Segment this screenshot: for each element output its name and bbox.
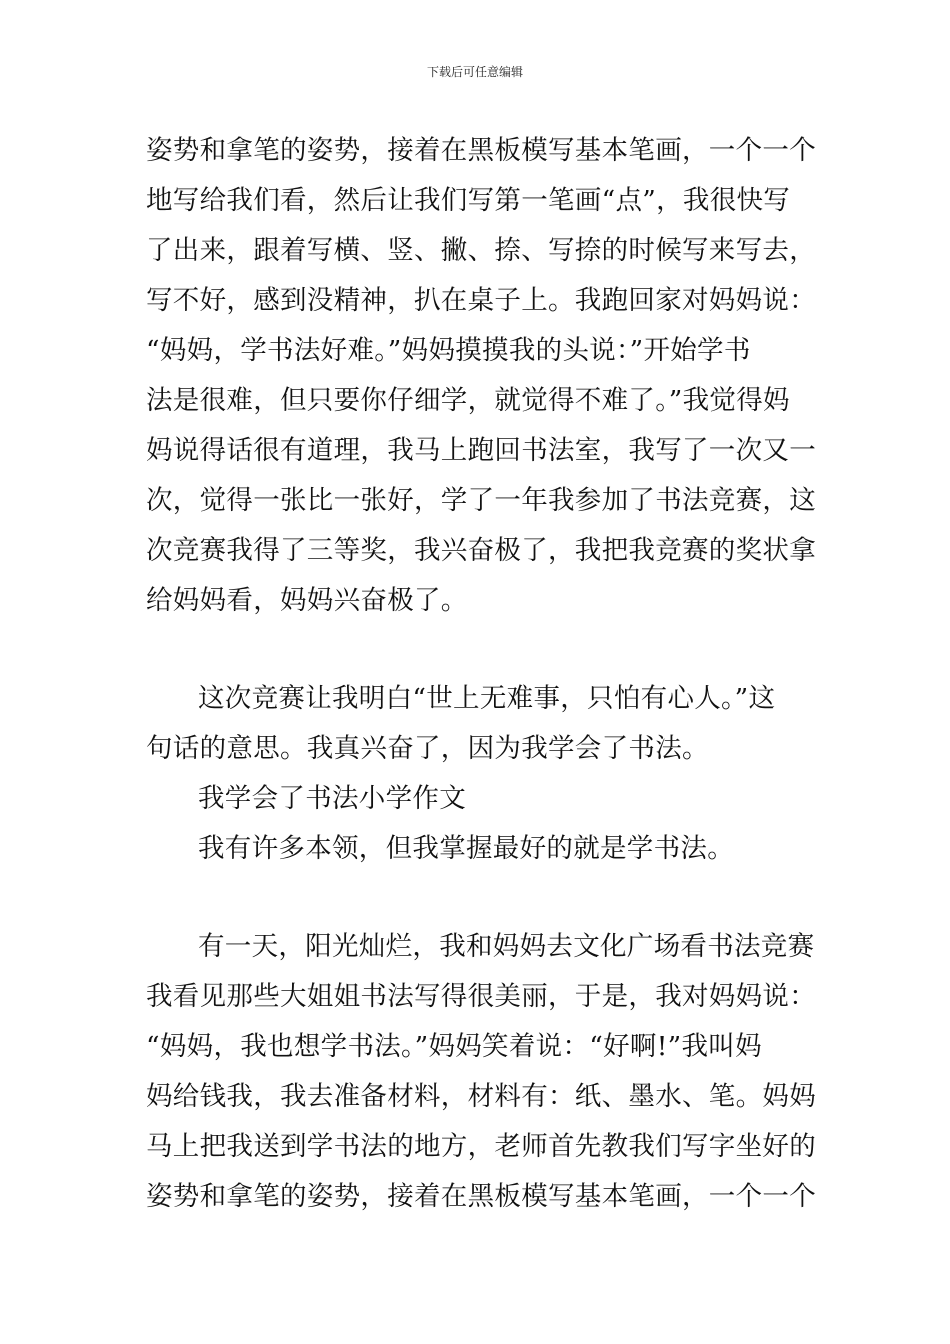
text-line: 写不好，感到没精神，扒在桌子上。我跑回家对妈妈说： [146, 285, 816, 316]
text-line: 地写给我们看，然后让我们写第一笔画“点”，我很快写 [146, 185, 791, 216]
text-line: 了出来，跟着写横、竖、撇、捺、写捺的时候写来写去， [146, 235, 816, 266]
text-line: 句话的意思。我真兴奋了，因为我学会了书法。 [146, 733, 709, 764]
text-line: 我有许多本领，但我掌握最好的就是学书法。 [198, 833, 734, 864]
text-line: 次，觉得一张比一张好，学了一年我参加了书法竞赛，这 [146, 485, 816, 516]
text-line: 马上把我送到学书法的地方，老师首先教我们写字坐好的 [146, 1131, 816, 1162]
text-line: 有一天，阳光灿烂，我和妈妈去文化广场看书法竞赛 [198, 931, 815, 962]
page-header: 下载后可任意编辑 [426, 65, 523, 79]
text-line: 姿势和拿笔的姿势，接着在黑板模写基本笔画，一个一个 [146, 1181, 816, 1212]
text-line: 法是很难，但只要你仔细学，就觉得不难了。”我觉得妈 [146, 385, 790, 416]
text-line: 妈说得话很有道理，我马上跑回书法室，我写了一次又一 [146, 435, 816, 466]
paragraph-gap [146, 874, 816, 922]
text-line: “妈妈，我也想学书法。”妈妈笑着说：“好啊!”我叫妈 [146, 1031, 762, 1062]
text-line: 姿势和拿笔的姿势，接着在黑板模写基本笔画，一个一个 [146, 135, 816, 166]
text-line: “妈妈，学书法好难。”妈妈摸摸我的头说：”开始学书 [146, 335, 751, 366]
essay-title: 我学会了书法小学作文 [198, 783, 466, 814]
text-line: 这次竞赛让我明白“世上无难事，只怕有心人。”这 [198, 683, 776, 714]
text-line: 妈给钱我，我去准备材料，材料有：纸、墨水、笔。妈妈 [146, 1081, 816, 1112]
text-line: 我看见那些大姐姐书法写得很美丽，于是，我对妈妈说： [146, 981, 816, 1012]
text-line: 次竞赛我得了三等奖，我兴奋极了，我把我竞赛的奖状拿 [146, 535, 816, 566]
essay-body [146, 126, 816, 1222]
text-line: 给妈妈看，妈妈兴奋极了。 [146, 585, 468, 616]
paragraph-gap [146, 626, 816, 674]
